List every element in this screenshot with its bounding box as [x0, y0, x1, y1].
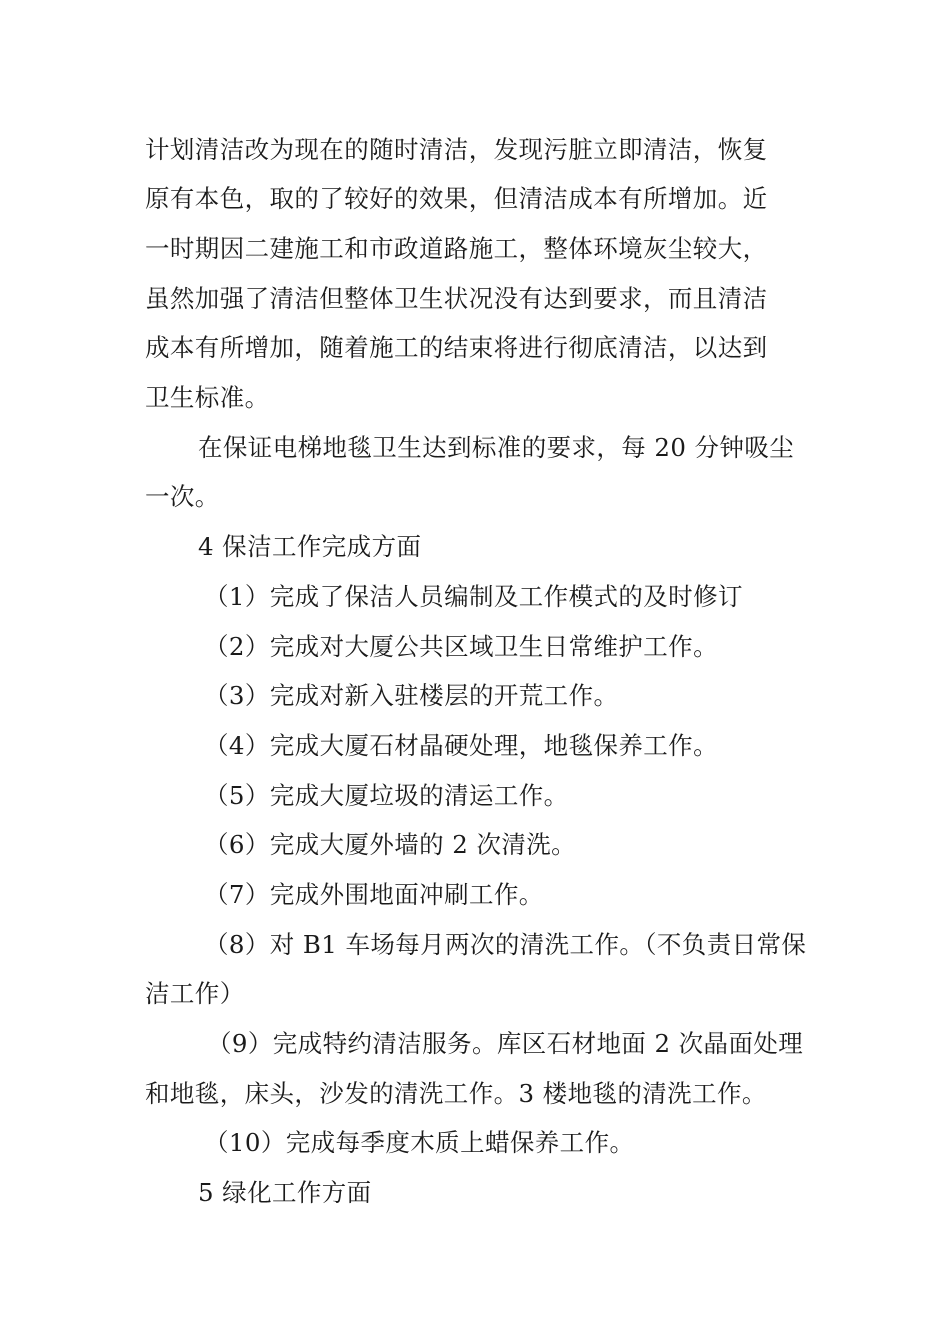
list-item: （1）完成了保洁人员编制及工作模式的及时修订: [204, 582, 743, 611]
list-item: （7）完成外围地面冲刷工作。: [204, 880, 544, 909]
list-item: （8）对 B1 车场每月两次的清洗工作。（不负责日常保: [204, 930, 807, 959]
paragraph-line: 在保证电梯地毯卫生达到标准的要求，每 20 分钟吸尘: [198, 433, 795, 462]
paragraph-line: 原有本色，取的了较好的效果，但清洁成本有所增加。近: [145, 184, 768, 213]
list-item-continuation: 洁工作）: [145, 979, 245, 1008]
list-item-continuation: 和地毯，床头，沙发的清洗工作。3 楼地毯的清洗工作。: [145, 1079, 767, 1108]
paragraph-line: 一次。: [145, 482, 220, 511]
list-item: （10）完成每季度木质上蜡保养工作。: [204, 1128, 635, 1157]
list-item: （6）完成大厦外墙的 2 次清洗。: [204, 830, 577, 859]
paragraph-line: 成本有所增加，随着施工的结束将进行彻底清洁，以达到: [145, 333, 768, 362]
paragraph-line: 虽然加强了清洁但整体卫生状况没有达到要求，而且清洁: [145, 284, 768, 313]
list-item: （2）完成对大厦公共区域卫生日常维护工作。: [204, 632, 718, 661]
paragraph-line: 卫生标准。: [145, 383, 270, 412]
section-heading: 4 保洁工作完成方面: [198, 532, 422, 561]
paragraph-line: 一时期因二建施工和市政道路施工，整体环境灰尘较大，: [145, 234, 768, 263]
list-item: （9）完成特约清洁服务。库区石材地面 2 次晶面处理: [207, 1029, 804, 1058]
paragraph-line: 计划清洁改为现在的随时清洁，发现污脏立即清洁，恢复: [145, 135, 768, 164]
list-item: （4）完成大厦石材晶硬处理，地毯保养工作。: [204, 731, 718, 760]
list-item: （5）完成大厦垃圾的清运工作。: [204, 781, 569, 810]
list-item: （3）完成对新入驻楼层的开荒工作。: [204, 681, 619, 710]
section-heading: 5 绿化工作方面: [198, 1178, 372, 1207]
